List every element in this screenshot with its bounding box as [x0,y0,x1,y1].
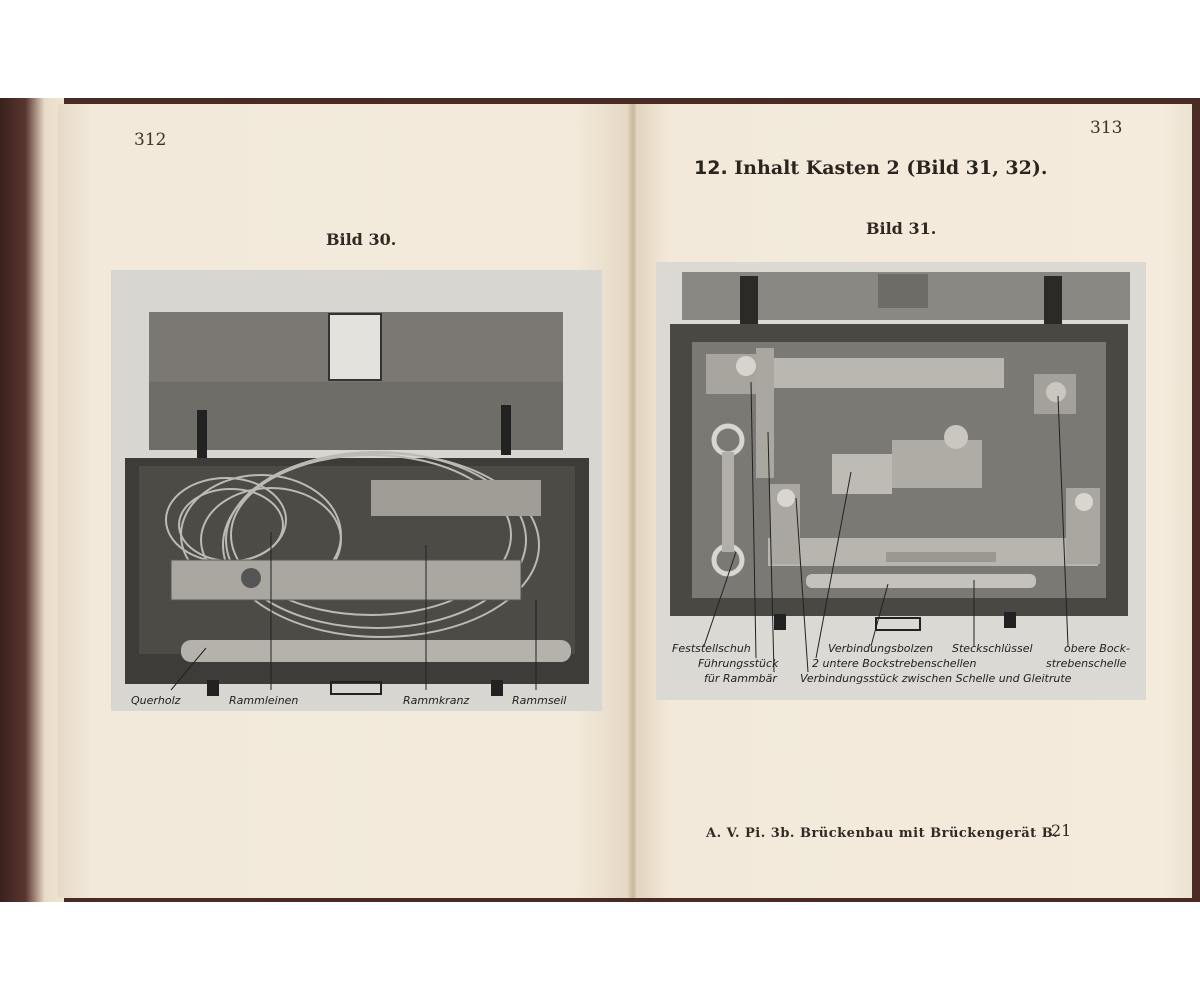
left-page-number: 312 [134,130,167,150]
label-verbindungsstueck: Verbindungsstück zwischen Schelle und Gleitrute [800,672,1072,685]
right-page-number: 313 [1090,118,1123,138]
photo-kasten-1-illustration [111,270,602,711]
label-fuehrungsstueck: Führungsstück [698,657,779,670]
footer-page-number: 21 [1051,821,1072,840]
label-rammseil: Rammseil [512,694,567,707]
section-title: Inhalt Kasten 2 (Bild 31, 32). [734,157,1048,179]
photo-kasten-2-illustration [656,262,1146,700]
label-rammleinen: Rammleinen [229,694,299,707]
section-number: 12. [694,157,728,179]
label-steckschluessel: Steckschlüssel [952,642,1033,655]
section-heading [694,157,1047,179]
label-untere-bockstrebenschellen: 2 untere Bockstrebenschellen [812,657,977,670]
book-spine [0,98,64,902]
photo-bild-31 [656,262,1146,700]
figure-caption-bild-31: Bild 31. [866,219,937,238]
label-strebenschelle: strebenschelle [1046,657,1127,670]
photo-bild-30 [111,270,602,711]
label-fuer-rammbaer: für Rammbär [704,672,777,685]
figure-caption-bild-30: Bild 30. [326,230,397,249]
page-footer: A. V. Pi. 3b. Brückenbau mit Brückengerät B. [706,826,1059,841]
label-querholz: Querholz [131,694,181,707]
label-rammkranz: Rammkranz [403,694,470,707]
label-verbindungsbolzen: Verbindungsbolzen [828,642,934,655]
label-obere-bock: obere Bock- [1064,642,1130,655]
label-feststellschuh: Feststellschuh [672,642,751,655]
